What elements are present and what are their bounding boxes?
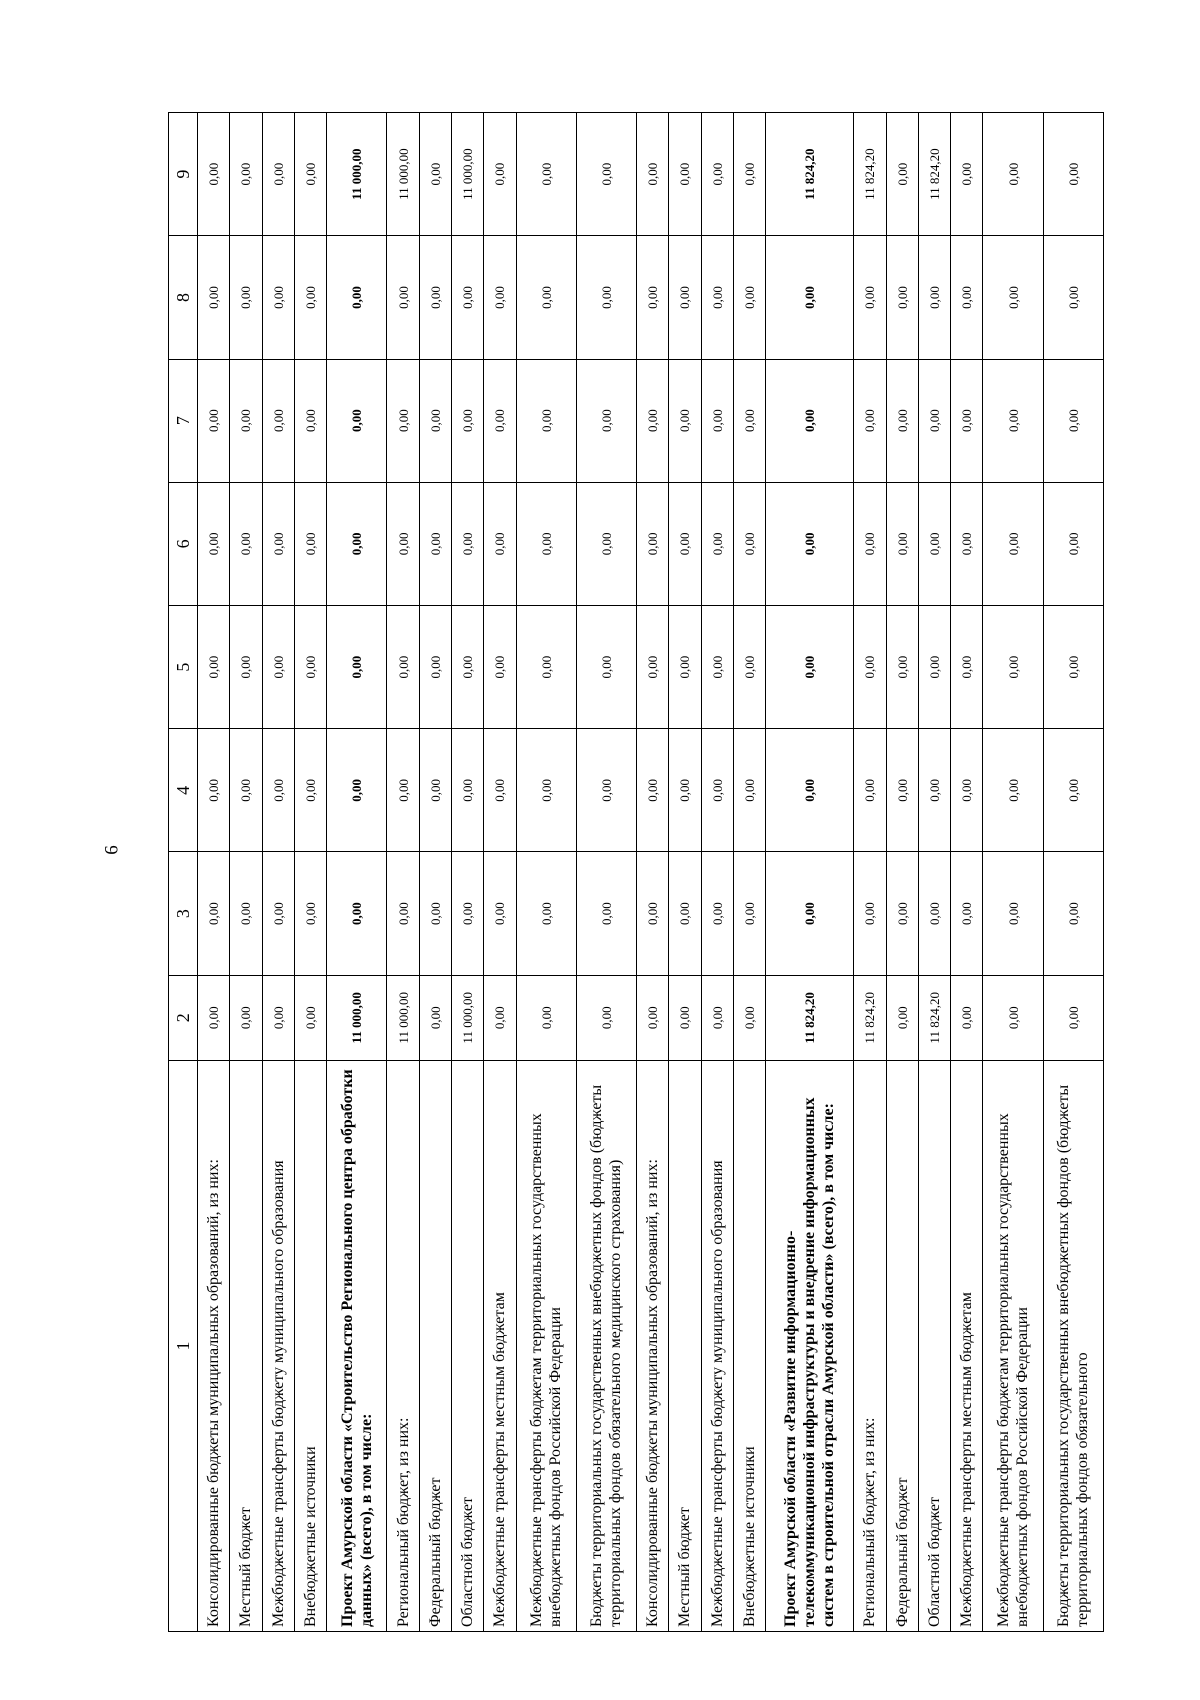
value-cell: 0,00 bbox=[576, 606, 636, 729]
value-cell: 0,00 bbox=[1043, 359, 1103, 482]
value-cell: 0,00 bbox=[886, 975, 918, 1060]
value-cell: 0,00 bbox=[327, 606, 387, 729]
value-cell: 0,00 bbox=[198, 606, 230, 729]
table-row bbox=[262, 113, 294, 1632]
value-cell: 0,00 bbox=[419, 975, 451, 1060]
value-cell: 11 824,20 bbox=[918, 975, 950, 1060]
value-cell: 0,00 bbox=[516, 482, 576, 605]
row-label: Местный бюджет bbox=[669, 1060, 701, 1631]
value-cell: 0,00 bbox=[419, 113, 451, 236]
row-label: Региональный бюджет, из них: bbox=[387, 1060, 419, 1631]
value-cell: 0,00 bbox=[516, 852, 576, 975]
row-label: Бюджеты территориальных государственных внебюджетных фондов (бюджеты территориальных фондов обязательного bbox=[1043, 1060, 1103, 1631]
value-cell: 0,00 bbox=[886, 236, 918, 359]
table-row bbox=[733, 113, 765, 1632]
value-cell: 0,00 bbox=[854, 236, 886, 359]
table-row bbox=[886, 113, 918, 1632]
value-cell: 0,00 bbox=[1043, 852, 1103, 975]
value-cell: 0,00 bbox=[516, 113, 576, 236]
value-cell: 0,00 bbox=[1043, 975, 1103, 1060]
value-cell: 0,00 bbox=[198, 975, 230, 1060]
value-cell: 0,00 bbox=[951, 606, 983, 729]
value-cell: 0,00 bbox=[451, 359, 483, 482]
table-row bbox=[327, 113, 387, 1632]
value-cell: 0,00 bbox=[701, 113, 733, 236]
value-cell: 0,00 bbox=[701, 852, 733, 975]
value-cell: 0,00 bbox=[983, 113, 1043, 236]
value-cell: 0,00 bbox=[636, 482, 668, 605]
value-cell: 0,00 bbox=[733, 852, 765, 975]
row-label: Областной бюджет bbox=[918, 1060, 950, 1631]
value-cell: 0,00 bbox=[636, 236, 668, 359]
value-cell: 0,00 bbox=[262, 975, 294, 1060]
column-header: 5 bbox=[169, 606, 198, 729]
value-cell: 0,00 bbox=[983, 852, 1043, 975]
table-row bbox=[1043, 113, 1103, 1632]
value-cell: 0,00 bbox=[766, 729, 854, 852]
table-row bbox=[854, 113, 886, 1632]
row-label: Проект Амурской области «Строительство Регионального центра обработки данных» (всего), в том числе: bbox=[327, 1060, 387, 1631]
value-cell: 0,00 bbox=[387, 729, 419, 852]
value-cell: 0,00 bbox=[576, 236, 636, 359]
value-cell: 0,00 bbox=[951, 482, 983, 605]
value-cell: 0,00 bbox=[636, 359, 668, 482]
table-row bbox=[701, 113, 733, 1632]
row-label: Межбюджетные трансферты местным бюджетам bbox=[951, 1060, 983, 1631]
value-cell: 0,00 bbox=[262, 729, 294, 852]
value-cell: 0,00 bbox=[387, 236, 419, 359]
value-cell: 0,00 bbox=[701, 729, 733, 852]
value-cell: 0,00 bbox=[636, 113, 668, 236]
value-cell: 11 824,20 bbox=[854, 975, 886, 1060]
value-cell: 0,00 bbox=[451, 852, 483, 975]
row-label: Межбюджетные трансферты бюджету муниципального образования bbox=[701, 1060, 733, 1631]
table-row bbox=[516, 113, 576, 1632]
value-cell: 0,00 bbox=[294, 113, 326, 236]
value-cell: 11 824,20 bbox=[918, 113, 950, 236]
value-cell: 11 000,00 bbox=[451, 975, 483, 1060]
value-cell: 0,00 bbox=[516, 359, 576, 482]
value-cell: 0,00 bbox=[733, 975, 765, 1060]
row-label: Внебюджетные источники bbox=[294, 1060, 326, 1631]
value-cell: 0,00 bbox=[886, 359, 918, 482]
value-cell: 0,00 bbox=[576, 113, 636, 236]
value-cell: 11 000,00 bbox=[387, 113, 419, 236]
value-cell: 11 000,00 bbox=[327, 113, 387, 236]
row-label: Федеральный бюджет bbox=[419, 1060, 451, 1631]
value-cell: 0,00 bbox=[230, 975, 262, 1060]
value-cell: 0,00 bbox=[886, 852, 918, 975]
table-row bbox=[766, 113, 854, 1632]
table-body bbox=[198, 113, 1104, 1632]
value-cell: 0,00 bbox=[294, 729, 326, 852]
value-cell: 0,00 bbox=[636, 606, 668, 729]
value-cell: 0,00 bbox=[327, 482, 387, 605]
row-label: Региональный бюджет, из них: bbox=[854, 1060, 886, 1631]
value-cell: 0,00 bbox=[951, 113, 983, 236]
value-cell: 0,00 bbox=[419, 236, 451, 359]
value-cell: 0,00 bbox=[918, 729, 950, 852]
value-cell: 11 000,00 bbox=[451, 113, 483, 236]
value-cell: 0,00 bbox=[294, 236, 326, 359]
value-cell: 11 824,20 bbox=[766, 975, 854, 1060]
value-cell: 0,00 bbox=[294, 852, 326, 975]
value-cell: 0,00 bbox=[484, 975, 516, 1060]
value-cell: 0,00 bbox=[576, 359, 636, 482]
value-cell: 0,00 bbox=[701, 236, 733, 359]
value-cell: 0,00 bbox=[669, 729, 701, 852]
table-row bbox=[387, 113, 419, 1632]
value-cell: 0,00 bbox=[262, 606, 294, 729]
column-header: 8 bbox=[169, 236, 198, 359]
value-cell: 0,00 bbox=[451, 482, 483, 605]
value-cell: 0,00 bbox=[198, 113, 230, 236]
table-row bbox=[918, 113, 950, 1632]
row-label: Консолидированные бюджеты муниципальных образований, из них: bbox=[636, 1060, 668, 1631]
value-cell: 0,00 bbox=[230, 482, 262, 605]
value-cell: 0,00 bbox=[918, 606, 950, 729]
value-cell: 0,00 bbox=[294, 482, 326, 605]
value-cell: 0,00 bbox=[451, 606, 483, 729]
value-cell: 0,00 bbox=[918, 359, 950, 482]
table-row bbox=[951, 113, 983, 1632]
value-cell: 0,00 bbox=[419, 359, 451, 482]
value-cell: 0,00 bbox=[854, 606, 886, 729]
value-cell: 0,00 bbox=[983, 975, 1043, 1060]
column-header: 7 bbox=[169, 359, 198, 482]
value-cell: 0,00 bbox=[484, 236, 516, 359]
value-cell: 0,00 bbox=[230, 359, 262, 482]
column-header: 1 bbox=[169, 1060, 198, 1631]
value-cell: 0,00 bbox=[733, 729, 765, 852]
value-cell: 0,00 bbox=[576, 852, 636, 975]
value-cell: 0,00 bbox=[766, 852, 854, 975]
value-cell: 0,00 bbox=[886, 606, 918, 729]
value-cell: 0,00 bbox=[636, 975, 668, 1060]
value-cell: 0,00 bbox=[198, 482, 230, 605]
table-row bbox=[484, 113, 516, 1632]
value-cell: 0,00 bbox=[701, 606, 733, 729]
value-cell: 0,00 bbox=[983, 236, 1043, 359]
value-cell: 0,00 bbox=[669, 975, 701, 1060]
value-cell: 0,00 bbox=[387, 852, 419, 975]
value-cell: 0,00 bbox=[419, 729, 451, 852]
value-cell: 0,00 bbox=[1043, 113, 1103, 236]
value-cell: 0,00 bbox=[198, 359, 230, 482]
value-cell: 0,00 bbox=[327, 729, 387, 852]
value-cell: 0,00 bbox=[484, 852, 516, 975]
value-cell: 0,00 bbox=[766, 236, 854, 359]
value-cell: 0,00 bbox=[516, 606, 576, 729]
value-cell: 0,00 bbox=[918, 236, 950, 359]
value-cell: 0,00 bbox=[983, 606, 1043, 729]
value-cell: 0,00 bbox=[451, 729, 483, 852]
value-cell: 0,00 bbox=[1043, 729, 1103, 852]
value-cell: 0,00 bbox=[576, 975, 636, 1060]
value-cell: 0,00 bbox=[262, 359, 294, 482]
value-cell: 0,00 bbox=[294, 606, 326, 729]
value-cell: 0,00 bbox=[262, 113, 294, 236]
value-cell: 0,00 bbox=[198, 729, 230, 852]
value-cell: 0,00 bbox=[419, 482, 451, 605]
value-cell: 0,00 bbox=[951, 852, 983, 975]
value-cell: 0,00 bbox=[766, 359, 854, 482]
value-cell: 0,00 bbox=[230, 606, 262, 729]
value-cell: 0,00 bbox=[733, 359, 765, 482]
rotated-table-container bbox=[168, 112, 1104, 1632]
value-cell: 0,00 bbox=[576, 482, 636, 605]
value-cell: 11 824,20 bbox=[766, 113, 854, 236]
value-cell: 0,00 bbox=[327, 359, 387, 482]
table-row bbox=[636, 113, 668, 1632]
value-cell: 11 000,00 bbox=[387, 975, 419, 1060]
value-cell: 0,00 bbox=[701, 359, 733, 482]
value-cell: 11 824,20 bbox=[854, 113, 886, 236]
value-cell: 0,00 bbox=[484, 606, 516, 729]
budget-table bbox=[168, 112, 1104, 1632]
value-cell: 0,00 bbox=[951, 729, 983, 852]
value-cell: 0,00 bbox=[419, 606, 451, 729]
value-cell: 0,00 bbox=[669, 113, 701, 236]
value-cell: 0,00 bbox=[951, 975, 983, 1060]
value-cell: 0,00 bbox=[484, 113, 516, 236]
row-label: Федеральный бюджет bbox=[886, 1060, 918, 1631]
value-cell: 0,00 bbox=[951, 359, 983, 482]
value-cell: 0,00 bbox=[451, 236, 483, 359]
row-label: Межбюджетные трансферты местным бюджетам bbox=[484, 1060, 516, 1631]
value-cell: 0,00 bbox=[230, 852, 262, 975]
value-cell: 0,00 bbox=[733, 236, 765, 359]
value-cell: 0,00 bbox=[701, 482, 733, 605]
value-cell: 0,00 bbox=[294, 975, 326, 1060]
value-cell: 0,00 bbox=[886, 113, 918, 236]
value-cell: 0,00 bbox=[766, 482, 854, 605]
row-label: Проект Амурской области «Развитие информационно-телекоммуникационной инфраструктуры и внедрение информационных систем в строительной отрасли Амурской области» (всего), в том числе: bbox=[766, 1060, 854, 1631]
header-row bbox=[169, 113, 198, 1632]
value-cell: 0,00 bbox=[262, 482, 294, 605]
value-cell: 0,00 bbox=[419, 852, 451, 975]
row-label: Консолидированные бюджеты муниципальных образований, из них: bbox=[198, 1060, 230, 1631]
table-row bbox=[198, 113, 230, 1632]
row-label: Межбюджетные трансферты бюджету муниципального образования bbox=[262, 1060, 294, 1631]
value-cell: 0,00 bbox=[854, 729, 886, 852]
value-cell: 0,00 bbox=[198, 852, 230, 975]
column-header: 4 bbox=[169, 729, 198, 852]
value-cell: 0,00 bbox=[886, 482, 918, 605]
value-cell: 0,00 bbox=[484, 359, 516, 482]
value-cell: 0,00 bbox=[484, 482, 516, 605]
value-cell: 0,00 bbox=[983, 359, 1043, 482]
value-cell: 0,00 bbox=[983, 729, 1043, 852]
value-cell: 0,00 bbox=[516, 729, 576, 852]
value-cell: 0,00 bbox=[230, 236, 262, 359]
page-number: 6 bbox=[101, 845, 123, 855]
row-label: Межбюджетные трансферты бюджетам территориальных государственных внебюджетных фондов Российской Федерации bbox=[983, 1060, 1043, 1631]
value-cell: 0,00 bbox=[669, 482, 701, 605]
value-cell: 0,00 bbox=[669, 606, 701, 729]
value-cell: 0,00 bbox=[1043, 236, 1103, 359]
value-cell: 0,00 bbox=[733, 606, 765, 729]
value-cell: 0,00 bbox=[854, 359, 886, 482]
value-cell: 0,00 bbox=[262, 852, 294, 975]
value-cell: 0,00 bbox=[230, 729, 262, 852]
column-header: 9 bbox=[169, 113, 198, 236]
value-cell: 0,00 bbox=[766, 606, 854, 729]
value-cell: 0,00 bbox=[1043, 606, 1103, 729]
value-cell: 0,00 bbox=[198, 236, 230, 359]
column-header: 6 bbox=[169, 482, 198, 605]
column-header: 3 bbox=[169, 852, 198, 975]
table-row bbox=[451, 113, 483, 1632]
value-cell: 0,00 bbox=[387, 359, 419, 482]
value-cell: 0,00 bbox=[669, 359, 701, 482]
value-cell: 0,00 bbox=[854, 482, 886, 605]
value-cell: 0,00 bbox=[484, 729, 516, 852]
table-row bbox=[576, 113, 636, 1632]
row-label: Межбюджетные трансферты бюджетам территориальных государственных внебюджетных фондов Российской Федерации bbox=[516, 1060, 576, 1631]
value-cell: 0,00 bbox=[230, 113, 262, 236]
value-cell: 0,00 bbox=[576, 729, 636, 852]
value-cell: 0,00 bbox=[733, 113, 765, 236]
row-label: Областной бюджет bbox=[451, 1060, 483, 1631]
row-label: Бюджеты территориальных государственных внебюджетных фондов (бюджеты территориальных фондов обязательного медицинского страхования) bbox=[576, 1060, 636, 1631]
value-cell: 0,00 bbox=[918, 852, 950, 975]
value-cell: 0,00 bbox=[701, 975, 733, 1060]
row-label: Местный бюджет bbox=[230, 1060, 262, 1631]
value-cell: 0,00 bbox=[1043, 482, 1103, 605]
value-cell: 0,00 bbox=[669, 852, 701, 975]
value-cell: 0,00 bbox=[636, 729, 668, 852]
value-cell: 0,00 bbox=[951, 236, 983, 359]
row-label: Внебюджетные источники bbox=[733, 1060, 765, 1631]
table-row bbox=[230, 113, 262, 1632]
value-cell: 0,00 bbox=[669, 236, 701, 359]
value-cell: 0,00 bbox=[636, 852, 668, 975]
value-cell: 0,00 bbox=[516, 975, 576, 1060]
value-cell: 0,00 bbox=[918, 482, 950, 605]
table-row bbox=[983, 113, 1043, 1632]
value-cell: 0,00 bbox=[854, 852, 886, 975]
table-row bbox=[669, 113, 701, 1632]
column-header: 2 bbox=[169, 975, 198, 1060]
value-cell: 11 000,00 bbox=[327, 975, 387, 1060]
value-cell: 0,00 bbox=[327, 236, 387, 359]
value-cell: 0,00 bbox=[983, 482, 1043, 605]
table-row bbox=[419, 113, 451, 1632]
value-cell: 0,00 bbox=[886, 729, 918, 852]
table-row bbox=[294, 113, 326, 1632]
value-cell: 0,00 bbox=[387, 482, 419, 605]
value-cell: 0,00 bbox=[327, 852, 387, 975]
value-cell: 0,00 bbox=[733, 482, 765, 605]
value-cell: 0,00 bbox=[262, 236, 294, 359]
value-cell: 0,00 bbox=[387, 606, 419, 729]
value-cell: 0,00 bbox=[516, 236, 576, 359]
value-cell: 0,00 bbox=[294, 359, 326, 482]
